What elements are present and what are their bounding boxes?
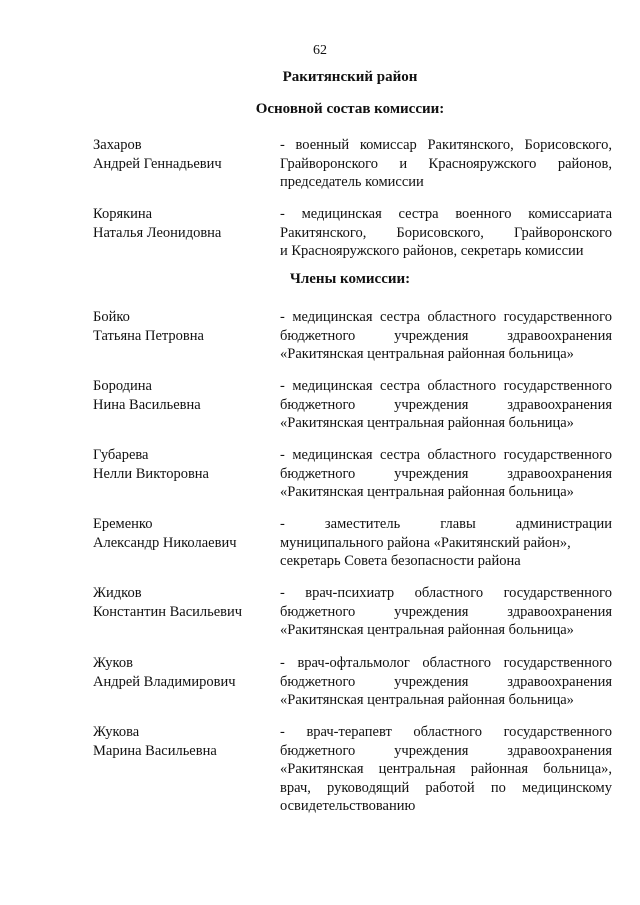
- member-given-names: Андрей Владимирович: [93, 673, 236, 690]
- member-position: [280, 136, 612, 192]
- member-surname: Жукова: [93, 724, 140, 740]
- member-surname: Жидков: [93, 585, 142, 601]
- member-given-names: Константин Васильевич: [93, 603, 243, 620]
- member-given-names: Нелли Викторовна: [93, 465, 209, 482]
- position-line: бюджетного учреждения здравоохранения: [280, 396, 612, 413]
- member-name: [93, 136, 273, 173]
- position-line: - медицинская сестра военного комиссариата: [280, 206, 612, 222]
- member-position: [280, 446, 612, 502]
- position-line: председатель комиссии: [280, 174, 424, 190]
- member-position: [280, 584, 612, 640]
- member-position: [280, 308, 612, 364]
- position-line: - медицинская сестра областного государственного: [280, 309, 612, 325]
- members-heading: Члены комиссии:: [289, 271, 411, 287]
- position-line: «Ракитянская центральная районная больница»: [280, 346, 574, 362]
- member-surname: Жуков: [93, 655, 133, 671]
- position-line: - заместитель главы администрации: [280, 516, 612, 532]
- position-line: врач, руководящий работой по медицинскому: [280, 779, 612, 796]
- member-name: [93, 377, 273, 414]
- position-line: и Краснояружского районов, секретарь комиссии: [280, 243, 584, 259]
- position-line: «Ракитянская центральная районная больница»: [280, 415, 574, 431]
- position-line: - врач-психиатр областного государственного: [280, 585, 612, 601]
- member-given-names: Татьяна Петровна: [93, 327, 204, 344]
- position-line: - военный комиссар Ракитянского, Борисовского,: [280, 137, 612, 153]
- position-line: «Ракитянская центральная районная больница»: [280, 692, 574, 708]
- position-line: бюджетного учреждения здравоохранения: [280, 742, 612, 759]
- position-line: бюджетного учреждения здравоохранения: [280, 465, 612, 482]
- member-name: [93, 584, 273, 621]
- page-number: 62: [313, 43, 327, 58]
- member-given-names: Нина Васильевна: [93, 396, 201, 413]
- position-line: - врач-терапевт областного государственного: [280, 724, 612, 740]
- position-line: освидетельствованию: [280, 798, 416, 814]
- position-line: бюджетного учреждения здравоохранения: [280, 603, 612, 620]
- position-line: «Ракитянская центральная районная больница»: [280, 622, 574, 638]
- member-name: [93, 308, 273, 345]
- member-position: [280, 654, 612, 710]
- member-name: [93, 654, 273, 691]
- member-surname: Еременко: [93, 516, 153, 532]
- member-name: [93, 515, 273, 552]
- member-given-names: Наталья Леонидовна: [93, 224, 222, 241]
- member-surname: Бородина: [93, 378, 152, 394]
- position-line: Грайворонского и Краснояружского районов,: [280, 155, 612, 172]
- position-line: «Ракитянская центральная районная больница»,: [280, 761, 612, 777]
- member-name: [93, 205, 273, 242]
- member-surname: Захаров: [93, 137, 142, 153]
- main-composition-heading: Основной состав комиссии:: [255, 101, 445, 117]
- member-given-names: Андрей Геннадьевич: [93, 155, 222, 172]
- position-line: секретарь Совета безопасности района: [280, 553, 521, 569]
- position-line: - врач-офтальмолог областного государственного: [280, 655, 612, 671]
- position-line: «Ракитянская центральная районная больница»: [280, 484, 574, 500]
- position-line: - медицинская сестра областного государственного: [280, 378, 612, 394]
- member-name: [93, 723, 273, 760]
- member-surname: Корякина: [93, 206, 153, 222]
- member-surname: Губарева: [93, 447, 149, 463]
- member-surname: Бойко: [93, 309, 130, 325]
- position-line: Ракитянского, Борисовского, Грайворонского: [280, 224, 612, 241]
- member-position: [280, 723, 612, 816]
- member-position: [280, 205, 612, 261]
- member-name: [93, 446, 273, 483]
- position-line: муниципального района «Ракитянский район»,: [280, 534, 571, 551]
- position-line: - медицинская сестра областного государственного: [280, 447, 612, 463]
- member-given-names: Марина Васильевна: [93, 742, 217, 759]
- district-title: Ракитянский район: [282, 69, 418, 85]
- member-position: [280, 377, 612, 433]
- position-line: бюджетного учреждения здравоохранения: [280, 673, 612, 690]
- member-given-names: Александр Николаевич: [93, 534, 237, 551]
- position-line: бюджетного учреждения здравоохранения: [280, 327, 612, 344]
- member-position: [280, 515, 612, 571]
